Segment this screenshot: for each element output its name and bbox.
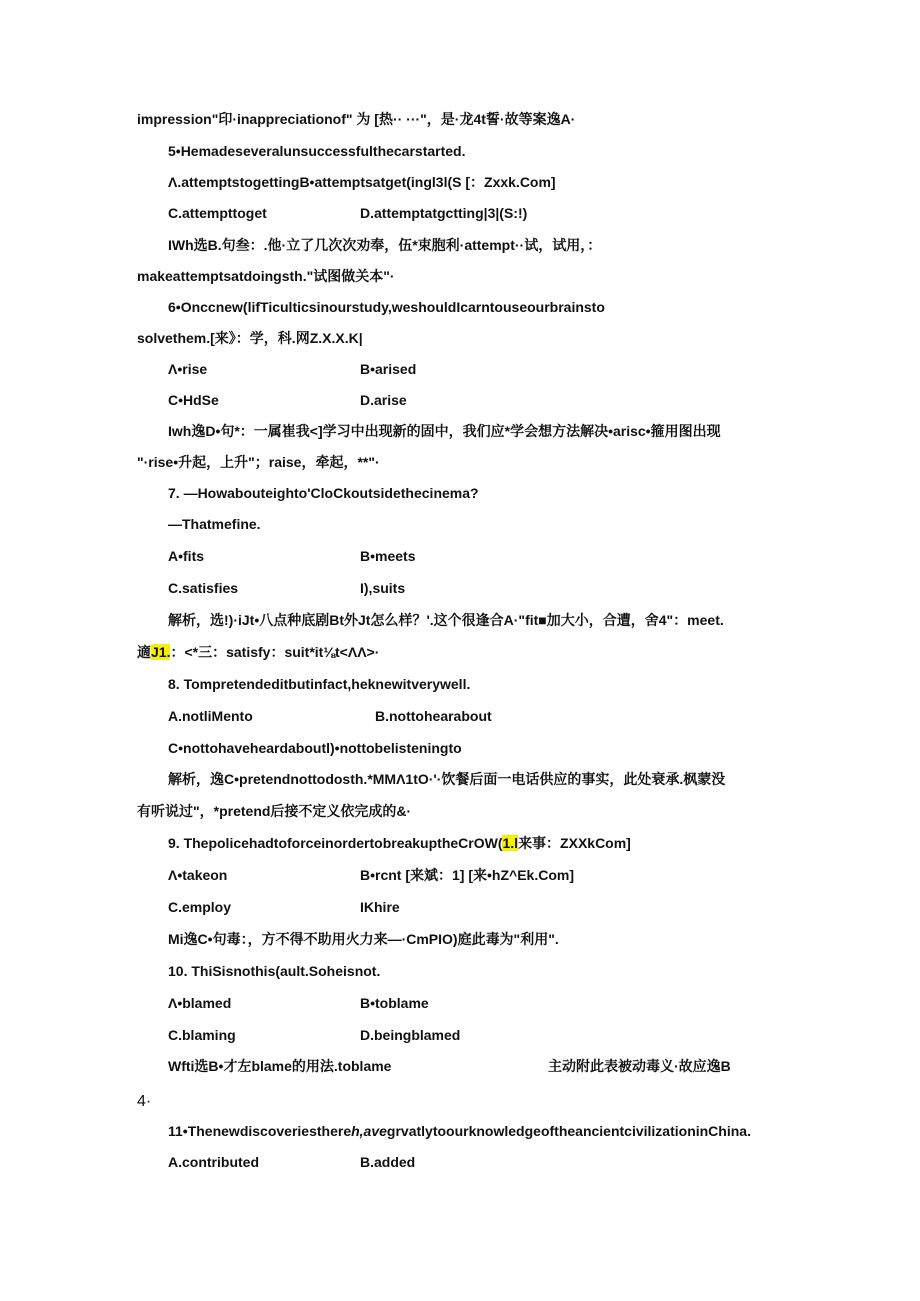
option-d: IKhire [360,899,400,915]
option-d: I),suits [360,580,406,596]
explanation: 適J1.：<*三：satisfy：suit*it⅛t<ΛΛ>· [137,644,380,660]
explanation: Iwh逸D•句*：一属崔我<]学习中出现新的固中，我们应*学会想方法解决•arisc•箍用图出现 [168,423,721,439]
option-a: Λ•blamed [168,995,232,1011]
option-a-b: Λ.attemptstogettingB•attemptsatget(ingl3l(S [：Zxxk.Com] [168,174,556,190]
option-b: B.nottohearabout [375,708,492,724]
question-7: 7. —Howabouteighto'CloCkoutsidethecinema? [168,485,479,501]
option-a: A.contributed [168,1154,259,1170]
question-7-reply: —Thatmefine. [168,516,261,532]
text-line: impression"印·inappreciationof" 为 [热·· ···"，是·龙4t誓·故等案逸A· [137,111,576,127]
question-10: 10. ThiSisnothis(ault.Soheisnot. [168,963,381,979]
explanation: Wfti选B•才左blame的用法.toblame [168,1058,392,1074]
explanation: Mi逸C•句毒：，方不得不助用火力来—·CmPIO)庭此毒为"利用". [168,931,559,947]
explanation: "·rise•升起，上升"；raise，牵起，**"· [137,454,380,470]
question-6-cont: solvethem.[来》：学，科.网Z.X.X.K| [137,330,363,346]
explanation: IWh选B.句叁：.他·立了几次次劝奉，伍*束胞利·attempt··试，试用，： [168,237,602,253]
option-c: C.attempttoget [168,205,267,221]
option-b: B•rcnt [来斌：1] [来•hZ^Ek.Com] [360,867,574,883]
option-d: D.attemptatgctting|3|(S:!) [360,205,528,221]
option-a: Λ•rise [168,361,208,377]
option-c: C•HdSe [168,392,219,408]
option-c: C.blaming [168,1027,236,1043]
option-b: B•arised [360,361,417,377]
question-6: 6•Onccnew(lifTiculticsinourstudy,weshouldIcarntouseourbrainsto [168,299,605,315]
option-d: D.beingblamed [360,1027,461,1043]
explanation: makeattemptsatdoingsth."试图做关本"· [137,268,395,284]
explanation: 主动附此表被动毒义·故应逸B [548,1058,731,1074]
option-b: B•meets [360,548,416,564]
explanation: 解析，逸C•pretendnottodosth.*MMΛ1tO·'·饮餐后面一电话供应的事实，此处衰承.枫蒙没 [168,771,726,787]
explanation: 解析，选!)·iJt•八点种底剧Bt外Jt怎么样？'.这个很逢合A·"fit■加大小，合遭，舍4"：meet. [168,612,724,628]
option-d: D.arise [360,392,407,408]
question-5: 5•Hemadeseveralunsuccessfulthecarstarted. [168,143,466,159]
option-c: C.satisfies [168,580,239,596]
explanation: 有听说过"，*pretend后接不定义依完成的&· [137,803,412,819]
question-11: 11•Thenewdiscoveriesthereh,avegrvatlytoourknowledgeoftheancientcivilizationinChina. [168,1123,751,1139]
question-8: 8. Tompretendeditbutinfact,heknewitverywell. [168,676,471,692]
option-a: Λ•takeon [168,867,228,883]
option-c: C.employ [168,899,232,915]
option-b: B•toblame [360,995,429,1011]
option-a: A.notliMento [168,708,253,724]
question-9: 9. ThepolicehadtoforceinordertobreakuptheCrOW(1.l来事：ZXXkCom] [168,835,631,851]
option-b: B.added [360,1154,416,1170]
page-number: 4· [137,1093,152,1110]
option-a: A•fits [168,548,205,564]
option-c-d: C•nottohaveheardaboutl)•nottobelisteningto [168,740,462,756]
